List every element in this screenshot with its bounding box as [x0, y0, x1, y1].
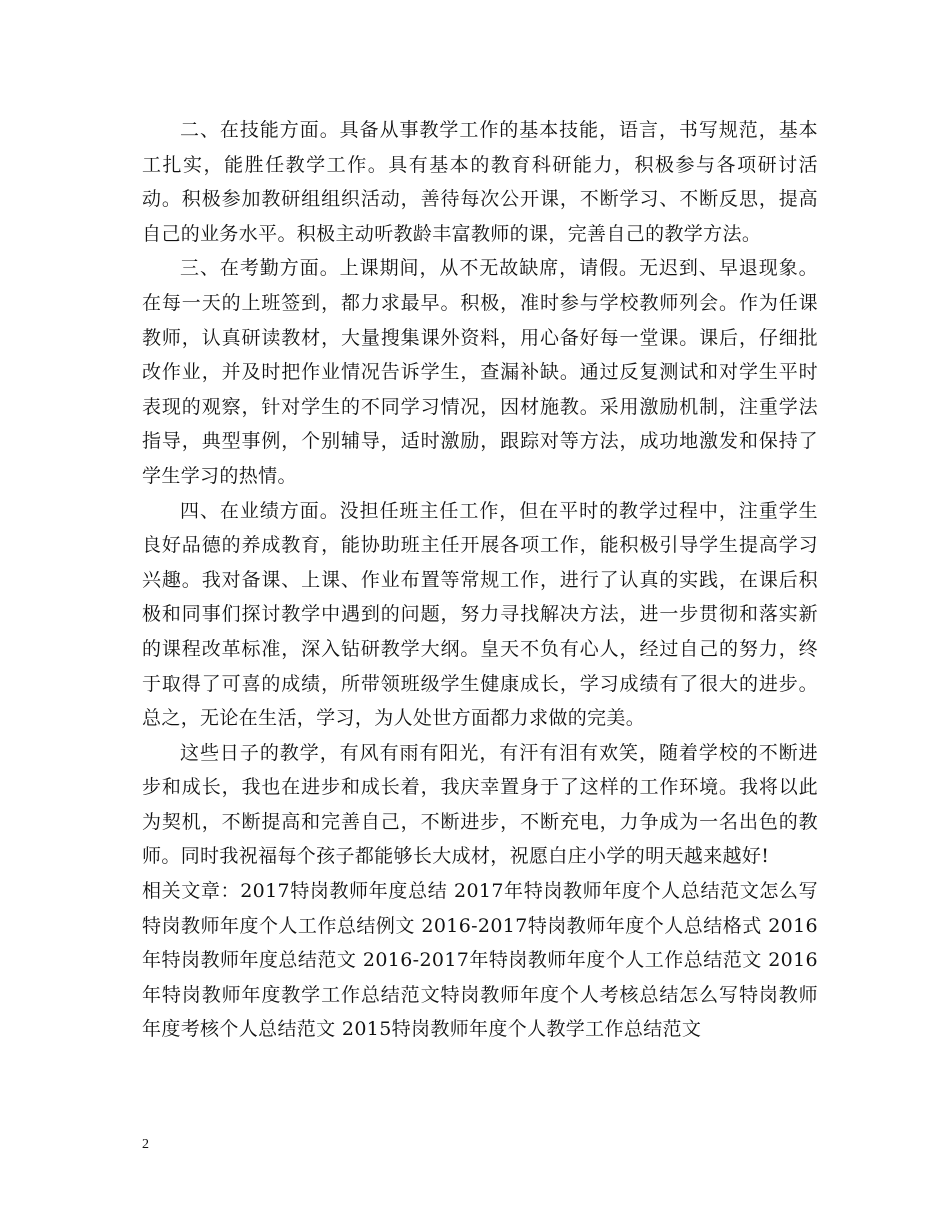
related-articles: 相关文章：2017特岗教师年度总结 2017年特岗教师年度个人总结范文怎么写特岗教师年度个人工作总结例文 2016-2017特岗教师年度个人总结格式 2016年特岗教师年度总结范文 2016-2017年特岗教师年度个人工作总结范文 2016年特岗教师年度教学工作总结范文特岗教师年度个人考核总结怎么写特岗教师年度考核个人总结范文 2015特岗教师年度个人教学工作总结范文 — [142, 880, 818, 1041]
paragraph-attendance: 三、在考勤方面。上课期间，从不无故缺席，请假。无迟到、早退现象。在每一天的上班签到，都力求最早。积极，准时参与学校教师列会。作为任课教师，认真研读教材，大量搜集课外资料，用心备好每一堂课。课后，仔细批改作业，并及时把作业情况告诉学生，查漏补缺。通过反复测试和对学生平时表现的观察，针对学生的不同学习情况，因材施教。采用激励机制，注重学法指导，典型事例，个别辅导，适时激励，跟踪对等方法，成功地激发和保持了学生学习的热情。 — [142, 257, 818, 487]
document-body — [142, 113, 818, 1047]
paragraph-conclusion: 这些日子的教学，有风有雨有阳光，有汗有泪有欢笑，随着学校的不断进步和成长，我也在进步和成长着，我庆幸置身于了这样的工作环境。我将以此为契机，不断提高和完善自己，不断进步，不断充电，力争成为一名出色的教师。同时我祝福每个孩子都能够长大成材，祝愿白庄小学的明天越来越好! — [142, 741, 818, 868]
paragraph-performance: 四、在业绩方面。没担任班主任工作，但在平时的教学过程中，注重学生良好品德的养成教育，能协助班主任开展各项工作，能积极引导学生提高学习兴趣。我对备课、上课、作业布置等常规工作，进行了认真的实践，在课后积极和同事们探讨教学中遇到的问题，努力寻找解决方法，进一步贯彻和落实新的课程改革标准，深入钻研教学大纲。皇天不负有心人，经过自己的努力，终于取得了可喜的成绩，所带领班级学生健康成长，学习成绩有了很大的进步。总之，无论在生活，学习，为人处世方面都力求做的完美。 — [142, 499, 818, 730]
page-number: 2 — [142, 1137, 149, 1152]
paragraph-skills: 二、在技能方面。具备从事教学工作的基本技能，语言，书写规范，基本工扎实，能胜任教学工作。具有基本的教育科研能力，积极参与各项研讨活动。积极参加教研组组织活动，善待每次公开课，不断学习、不断反思，提高自己的业务水平。积极主动听教龄丰富教师的课，完善自己的教学方法。 — [142, 119, 818, 245]
